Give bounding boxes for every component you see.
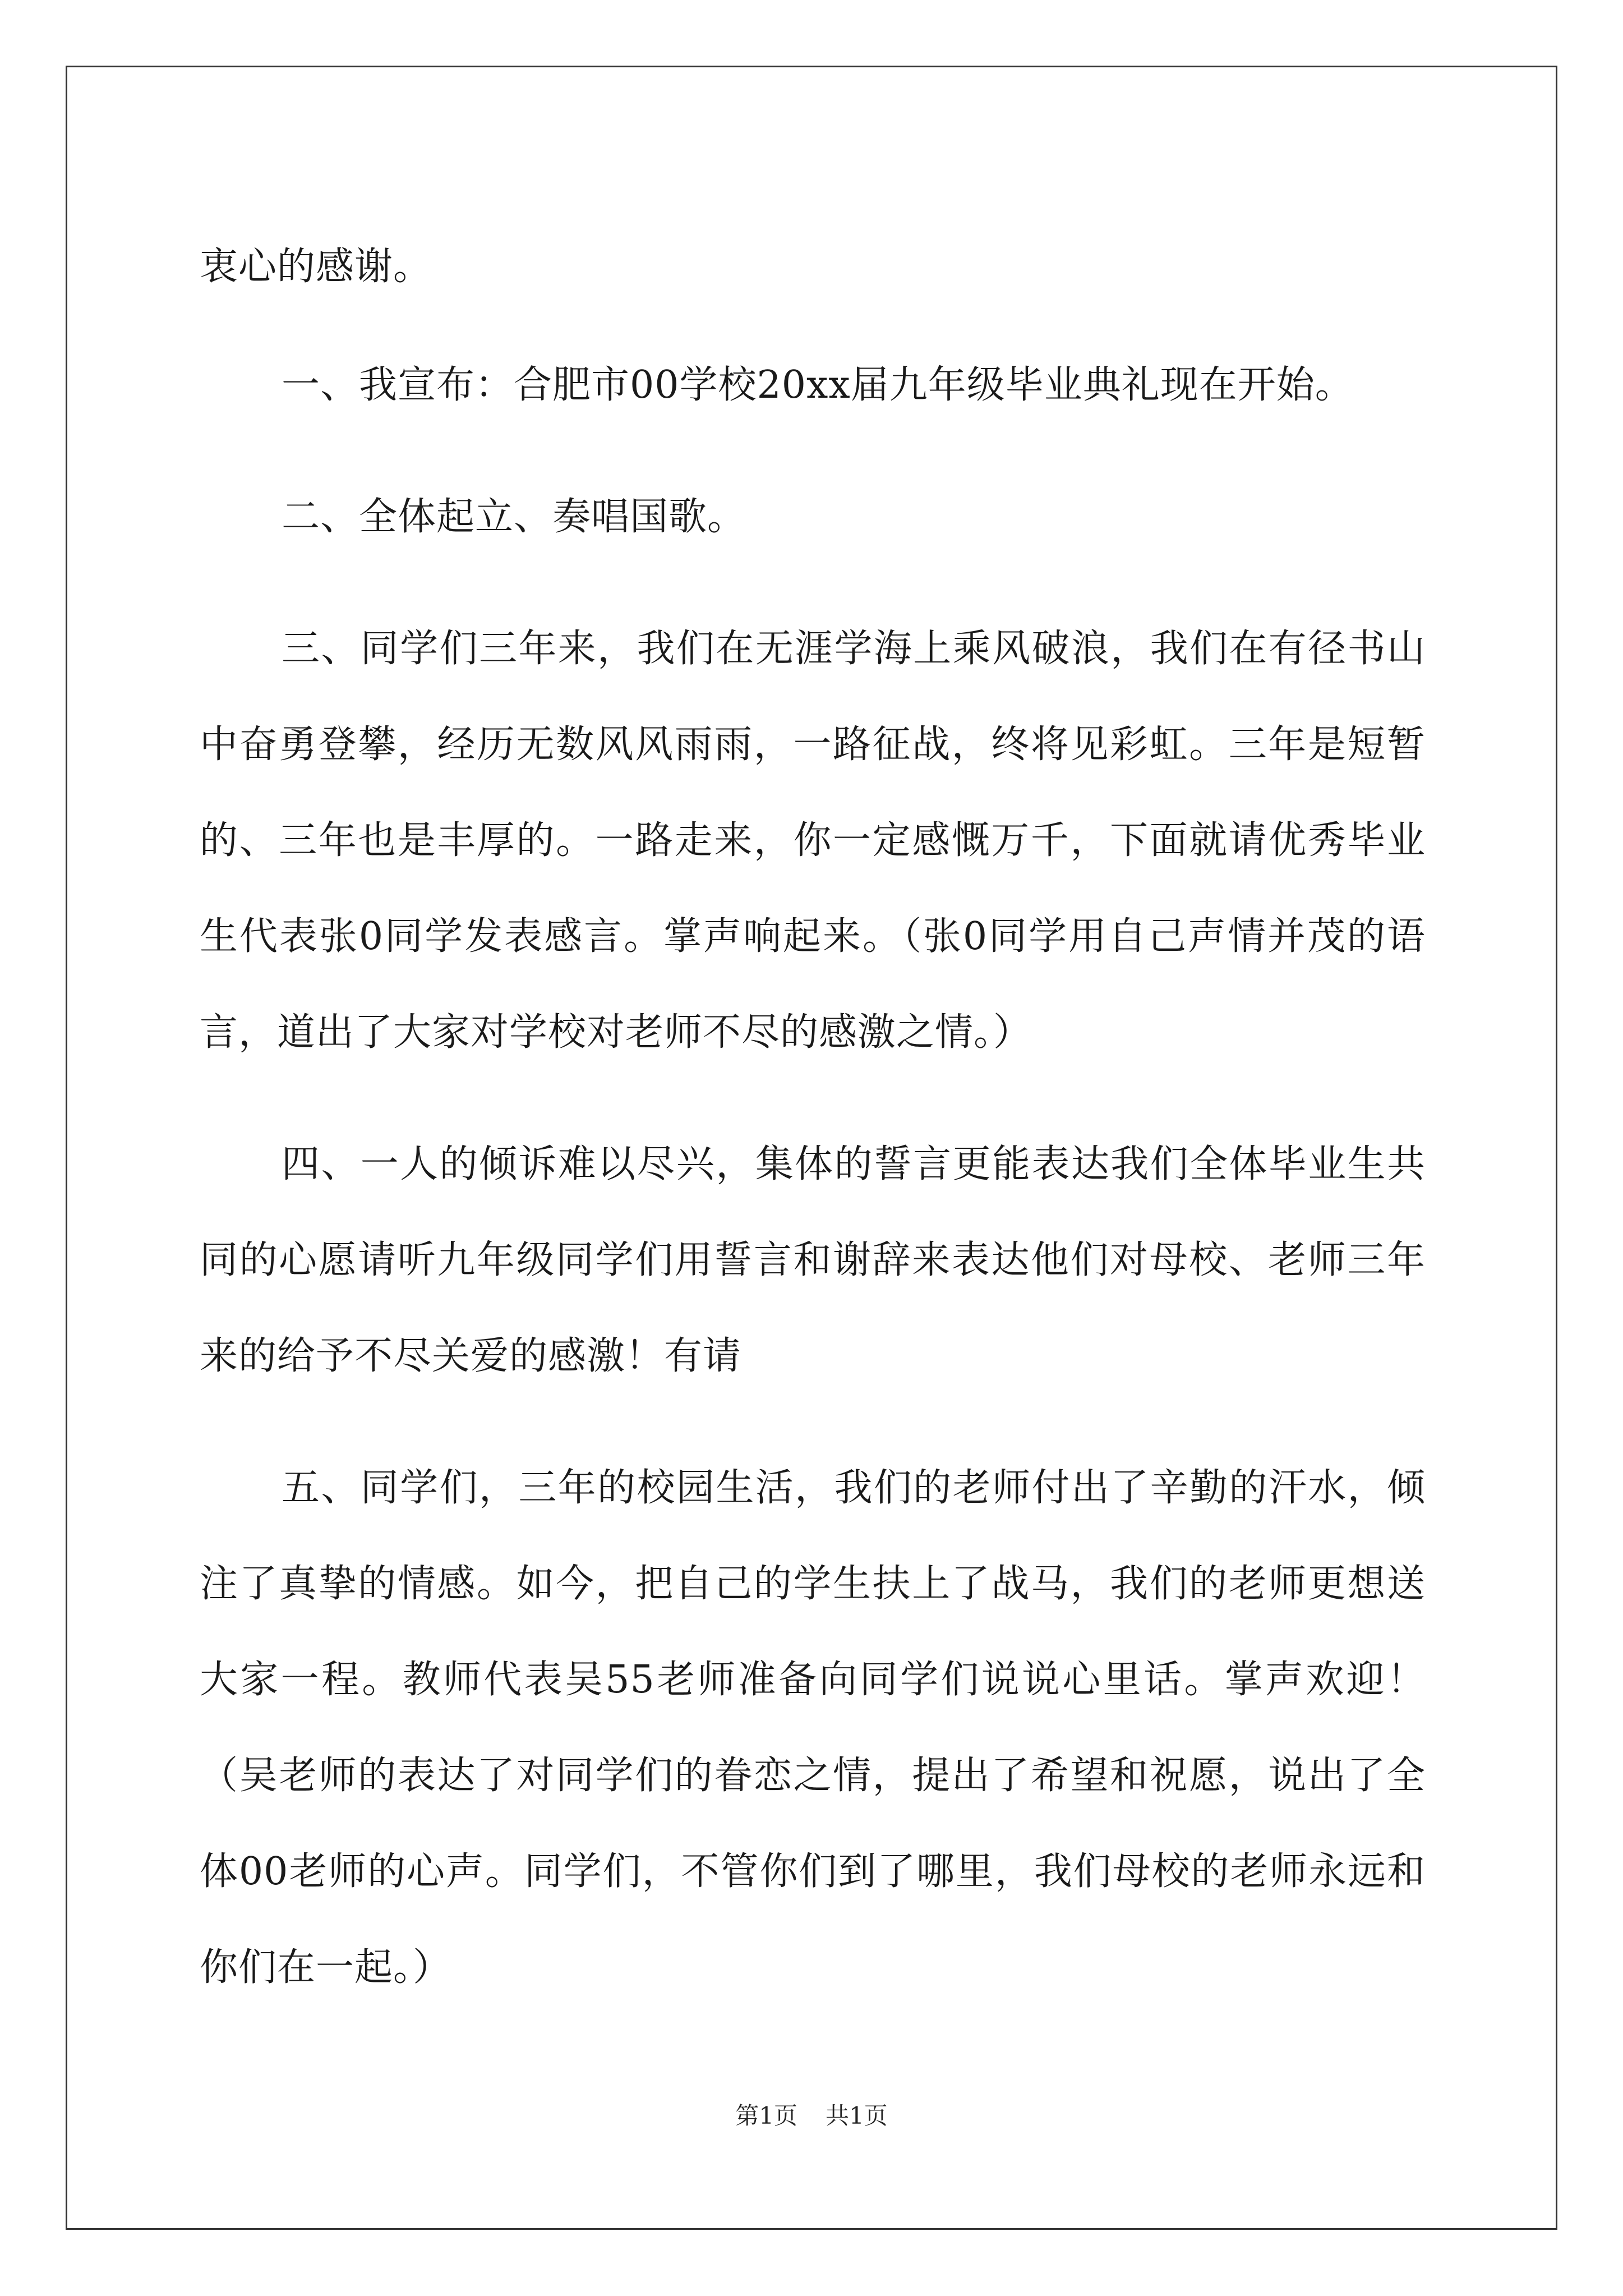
- paragraph-item-5: 五、同学们，三年的校园生活，我们的老师付出了辛勤的汗水，倾注了真挚的情感。如今，把自己的学生扶上了战马，我们的老师更想送大家一程。教师代表吴55老师准备向同学们说说心里话。掌声欢迎！（吴老师的表达了对同学们的眷恋之情，提出了希望和祝愿，说出了全体00老师的心声。同学们，不管你们到了哪里，我们母校的老师永远和你们在一起。）: [200, 1466, 1426, 1990]
- paragraph-item-1: 一、我宣布：合肥市00学校20xx届九年级毕业典礼现在开始。: [282, 363, 1354, 407]
- page-number-current: 第1页: [735, 2102, 797, 2129]
- paragraph-continuation: 衷心的感谢。: [200, 245, 432, 289]
- paragraph-item-3: 三、同学们三年来，我们在无涯学海上乘风破浪，我们在有径书山中奋勇登攀，经历无数风风雨雨，一路征战，终将见彩虹。三年是短暂的、三年也是丰厚的。一路走来，你一定感慨万千，下面就请优秀毕业生代表张0同学发表感言。掌声响起来。（张0同学用自己声情并茂的语言，道出了大家对学校对老师不尽的感激之情。）: [200, 627, 1426, 1055]
- page-footer: [0, 2099, 1623, 2133]
- paragraph-item-2: 二、全体起立、奏唱国歌。: [282, 495, 746, 539]
- paragraph-item-4: 四、一人的倾诉难以尽兴，集体的誓言更能表达我们全体毕业生共同的心愿请听九年级同学们用誓言和谢辞来表达他们对母校、老师三年来的给予不尽关爱的感激！有请: [200, 1142, 1426, 1378]
- page-number-total: 共1页: [826, 2102, 888, 2129]
- document-body: [200, 219, 1426, 2051]
